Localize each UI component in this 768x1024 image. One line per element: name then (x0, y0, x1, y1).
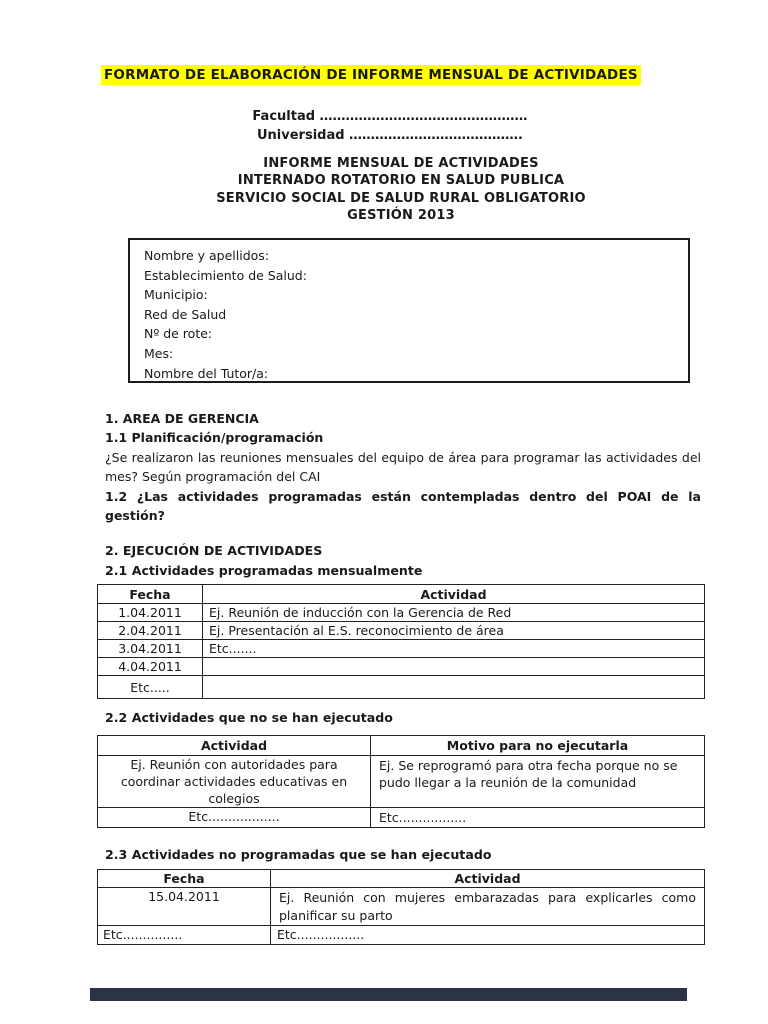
field-mes: Mes: (144, 345, 174, 361)
section-2-title: 2. EJECUCIÓN DE ACTIVIDADES (105, 543, 323, 558)
highlighted-title-text: FORMATO DE ELABORACIÓN DE INFORME MENSUAL DE ACTIVIDADES (101, 65, 641, 85)
section-1-1-title: 1.1 Planificación/programación (105, 430, 324, 446)
cell-fecha: 2.04.2011 (98, 622, 203, 640)
field-red-de-salud: Red de Salud (144, 306, 227, 322)
section-1-title: 1. AREA DE GERENCIA (105, 411, 259, 426)
cell-fecha: 4.04.2011 (98, 658, 203, 676)
facultad-line: Facultad ………………………………………… (252, 109, 528, 124)
cell-fecha: Etc............... (98, 926, 271, 945)
table-not-executed-activities (97, 735, 705, 828)
cell-actividad: Etc....... (203, 640, 705, 658)
field-nombre-apellidos: Nombre y apellidos: (144, 248, 270, 263)
cell-actividad: Ej. Reunión de inducción con la Gerencia de Red (203, 604, 705, 622)
heading-line-4: GESTIÓN 2013 (347, 207, 455, 223)
table-row (98, 926, 705, 945)
page-title (101, 67, 641, 83)
cell-motivo: Etc................. (371, 808, 705, 828)
col-header-fecha: Fecha (98, 585, 203, 604)
table-programmed-activities (97, 584, 705, 699)
col-header-fecha: Fecha (98, 870, 271, 888)
field-establecimiento: Establecimiento de Salud: (144, 267, 307, 283)
cell-fecha: 15.04.2011 (98, 888, 271, 926)
section-1-area-gerencia (105, 409, 701, 525)
section-2-3-title: 2.3 Actividades no programadas que se han ejecutado (105, 847, 492, 862)
section-2-1-title: 2.1 Actividades programadas mensualmente (105, 563, 423, 578)
table-row (98, 756, 705, 808)
cell-actividad: Ej. Reunión con autoridades para coordinar actividades educativas en colegios (98, 756, 371, 808)
table-row (98, 604, 705, 622)
col-header-motivo: Motivo para no ejecutarla (371, 736, 705, 756)
table-header-row (98, 736, 705, 756)
table-unprogrammed-executed-activities (97, 869, 705, 945)
heading-line-2: INTERNADO ROTATORIO EN SALUD PUBLICA (237, 173, 565, 189)
cell-actividad (203, 676, 705, 699)
report-heading (105, 155, 697, 224)
universidad-line: Universidad …………………………………. (256, 128, 523, 143)
faculty-university-block (95, 107, 685, 145)
section-2-2-title: 2.2 Actividades que no se han ejecutado (105, 710, 393, 725)
cell-actividad: Ej. Reunión con mujeres embarazadas para explicarles como planificar su parto (271, 888, 705, 926)
field-tutor: Nombre del Tutor/a: (144, 365, 269, 381)
section-1-1-paragraph: ¿Se realizaron las reuniones mensuales del equipo de área para programar las actividades del mes? Según programación del CAI (105, 449, 701, 485)
col-header-actividad: Actividad (98, 736, 371, 756)
cell-motivo: Ej. Se reprogramó para otra fecha porque no se pudo llegar a la reunión de la comunidad (371, 756, 705, 808)
table-header-row (98, 870, 705, 888)
table-header-row (98, 585, 705, 604)
cell-actividad: Etc.................. (98, 808, 371, 828)
identification-box (128, 238, 690, 383)
table-row (98, 658, 705, 676)
table-row (98, 808, 705, 828)
col-header-actividad: Actividad (271, 870, 705, 888)
table-row (98, 622, 705, 640)
cell-fecha: 3.04.2011 (98, 640, 203, 658)
table-row (98, 676, 705, 699)
cell-actividad (203, 658, 705, 676)
cell-fecha: 1.04.2011 (98, 604, 203, 622)
table-row (98, 640, 705, 658)
heading-line-3: SERVICIO SOCIAL DE SALUD RURAL OBLIGATORIO (216, 190, 586, 206)
cell-fecha: Etc..... (98, 676, 203, 699)
heading-line-1: INFORME MENSUAL DE ACTIVIDADES (263, 156, 539, 171)
page-gap-bar (90, 988, 687, 1001)
cell-actividad: Ej. Presentación al E.S. reconocimiento de área (203, 622, 705, 640)
table-row (98, 888, 705, 926)
field-municipio: Municipio: (144, 287, 208, 303)
cell-actividad: Etc................. (271, 926, 705, 945)
col-header-actividad: Actividad (203, 585, 705, 604)
section-1-2-title: 1.2 ¿Las actividades programadas están contempladas dentro del POAI de la gestión? (105, 488, 701, 524)
field-num-rote: Nº de rote: (144, 326, 213, 342)
